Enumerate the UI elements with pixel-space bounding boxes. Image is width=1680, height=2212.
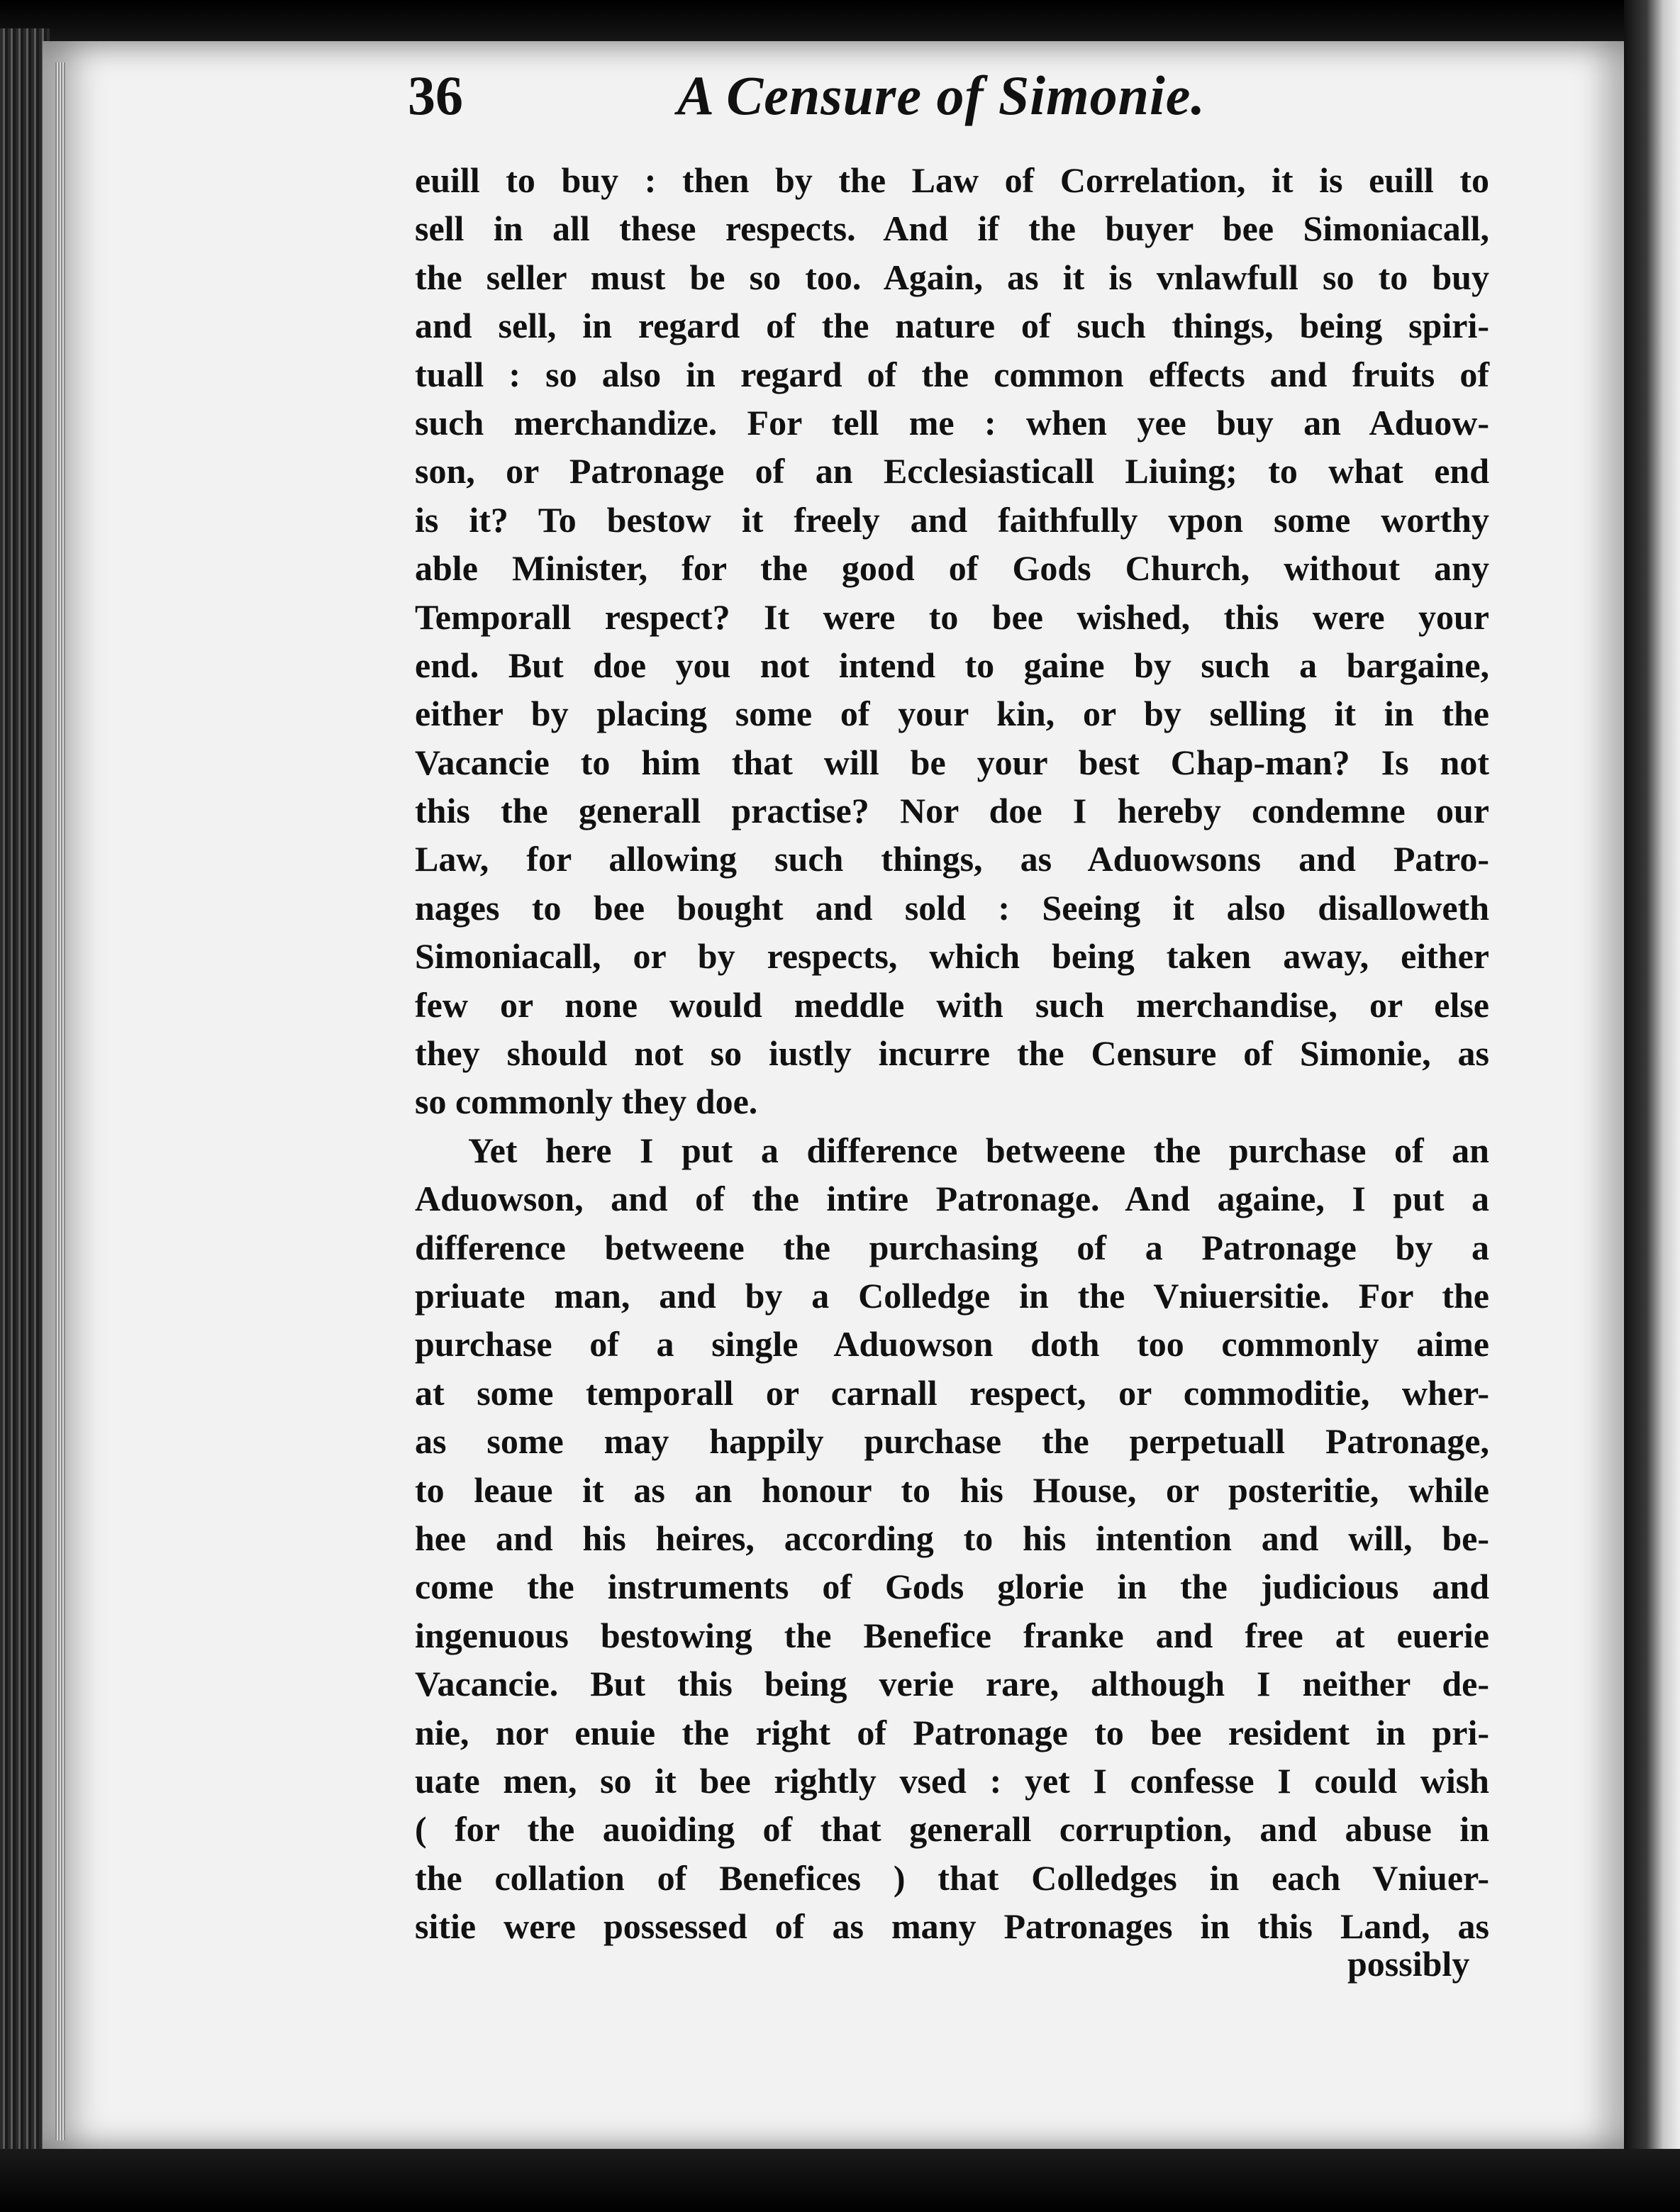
running-title: A Censure of Simonie. [677,65,1206,126]
text-line: euill to buy : then by the Law of Correlation, it is euill to [415,160,1489,200]
text-line: the seller must be so too. Again, as it is vnlawfull so to buy [415,257,1489,297]
text-line: Vacancie to him that will be your best Chap-man? Is not [415,742,1489,782]
text-line: Vacancie. But this being verie rare, although I neither de- [415,1664,1489,1704]
text-line: ( for the auoiding of that generall corruption, and abuse in [415,1809,1489,1850]
text-line: either by placing some of your kin, or by selling it in the [415,694,1489,734]
text-line: uate men, so it bee rightly vsed : yet I confesse I could wish [415,1760,1489,1801]
page-number: 36 [408,65,463,126]
text-line: nie, nor enuie the right of Patronage to bee resident in pri- [415,1712,1489,1752]
text-line: difference betweene the purchasing of a Patronage by a [415,1227,1489,1267]
text-line: ingenuous bestowing the Benefice franke and free at euerie [415,1615,1489,1655]
paragraph-start-line: Yet here I put a difference betweene the purchase of an [468,1130,1489,1170]
text-line: to leaue it as an honour to his House, or posteritie, while [415,1469,1489,1510]
text-line: tuall : so also in regard of the common effects and fruits of [415,354,1489,394]
text-line: Simoniacall, or by respects, which being taken away, either [415,936,1489,977]
page-header [408,64,1613,145]
text-line: as some may happily purchase the perpetuall Patronage, [415,1421,1489,1462]
text-line: priuate man, and by a Colledge in the Vniuersitie. For the [415,1275,1489,1316]
text-line: Aduowson, and of the intire Patronage. And againe, I put a [415,1179,1489,1219]
text-line: they should not so iustly incurre the Censure of Simonie, as [415,1033,1489,1074]
text-line: such merchandize. For tell me : when yee buy an Aduow- [415,402,1489,443]
text-line: at some temporall or carnall respect, or commoditie, wher- [415,1372,1489,1413]
scan-background-bottom [0,2149,1680,2212]
text-line: this the generall practise? Nor doe I hereby condemne our [415,791,1489,831]
catchword: possibly [1347,1944,1470,1984]
paragraph-end-line: so commonly they doe. [415,1082,758,1122]
text-line: nages to bee bought and sold : Seeing it also disalloweth [415,887,1489,928]
facing-page-edge [1624,0,1680,2212]
text-line: Temporall respect? It were to bee wished, this were your [415,596,1489,637]
text-line: hee and his heires, according to his intention and will, be- [415,1518,1489,1558]
page-stack-edge [55,62,65,2140]
text-line: able Minister, for the good of Gods Church, without any [415,548,1489,589]
text-line: purchase of a single Aduowson doth too commonly aime [415,1324,1489,1365]
text-line: come the instruments of Gods glorie in the judicious and [415,1567,1489,1607]
text-line: sitie were possessed of as many Patronages in this Land, as [415,1906,1489,1947]
text-line: end. But doe you not intend to gaine by such a bargaine, [415,645,1489,685]
text-line: son, or Patronage of an Ecclesiasticall Liuing; to what end [415,451,1489,491]
text-line: Law, for allowing such things, as Aduowsons and Patro- [415,839,1489,879]
text-line: sell in all these respects. And if the buyer bee Simoniacall, [415,209,1489,249]
text-line: few or none would meddle with such merchandise, or else [415,984,1489,1025]
text-line: is it? To bestow it freely and faithfully vpon some worthy [415,499,1489,540]
text-line: the collation of Benefices ) that Colledges in each Vniuer- [415,1857,1489,1898]
text-line: and sell, in regard of the nature of such things, being spiri- [415,306,1489,346]
body-text [415,156,1489,1950]
